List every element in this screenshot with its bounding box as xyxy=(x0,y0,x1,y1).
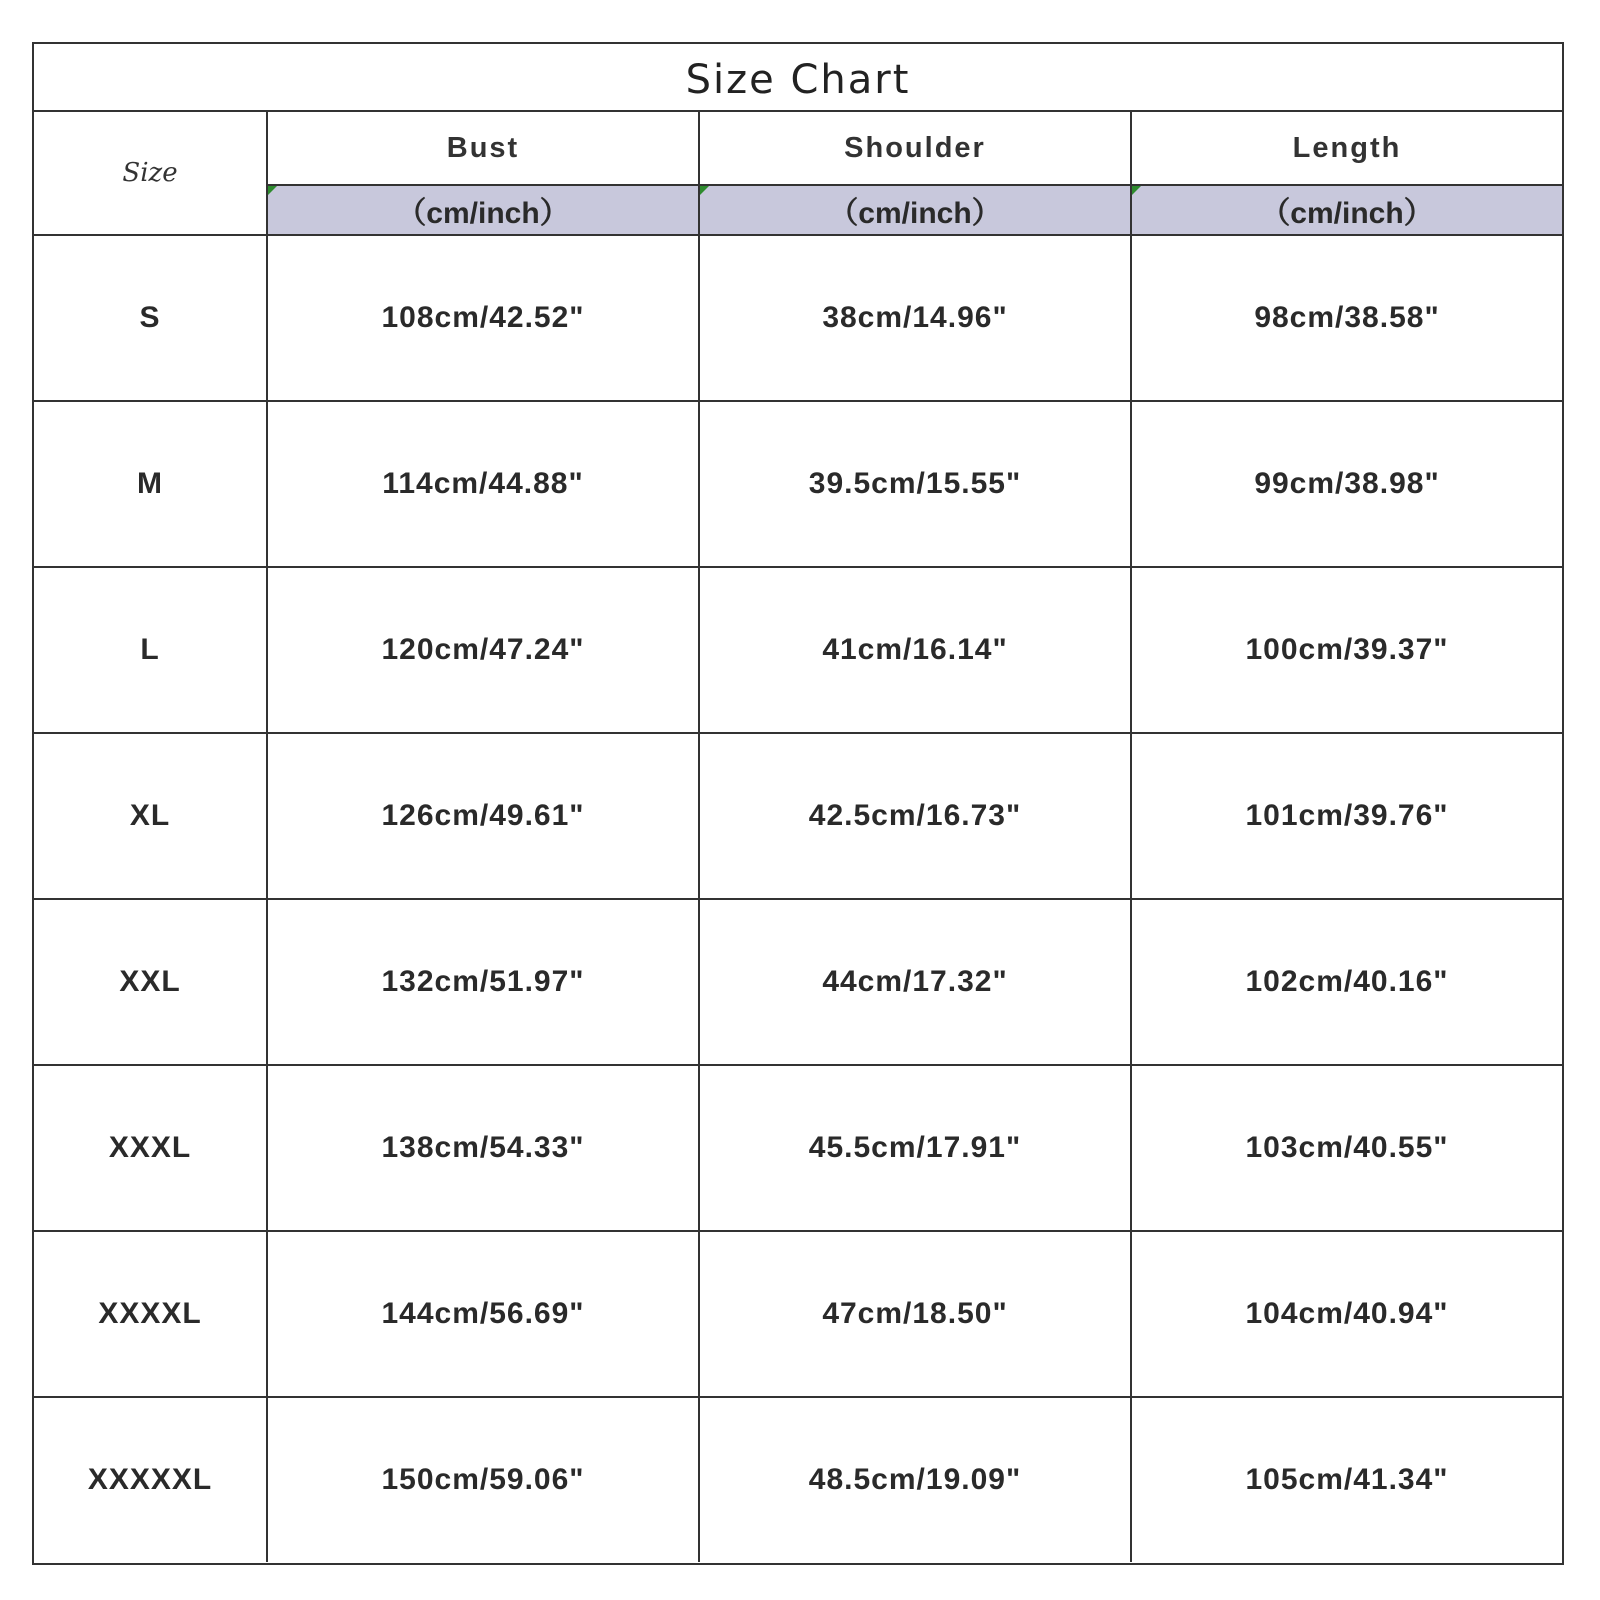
shoulder-cell: 47cm/18.50" xyxy=(700,1232,1132,1396)
table-row xyxy=(34,236,1562,402)
length-cell: 99cm/38.98" xyxy=(1254,467,1440,500)
size-cell: L xyxy=(34,568,268,732)
shoulder-cell: 42.5cm/16.73" xyxy=(700,734,1132,898)
size-cell: XXXXXL xyxy=(34,1398,268,1562)
shoulder-cell: 41cm/16.14" xyxy=(700,568,1132,732)
size-cell: XXXXL xyxy=(34,1232,268,1396)
bust-cell: 126cm/49.61" xyxy=(268,734,700,898)
corner-mark-icon xyxy=(700,186,709,195)
table-row xyxy=(34,734,1562,900)
bust-unit-label: （cm/inch） xyxy=(268,186,698,234)
bust-cell: 150cm/59.06" xyxy=(268,1398,700,1562)
length-cell: 101cm/39.76" xyxy=(1245,799,1449,832)
header-row xyxy=(34,112,1562,236)
length-header-label: Length xyxy=(1132,112,1562,186)
shoulder-header-label: Shoulder xyxy=(700,112,1130,186)
size-cell: XXL xyxy=(34,900,268,1064)
length-unit-label: （cm/inch） xyxy=(1132,186,1562,234)
length-cell: 103cm/40.55" xyxy=(1245,1131,1449,1164)
length-cell: 102cm/40.16" xyxy=(1245,965,1449,998)
corner-mark-icon xyxy=(268,186,277,195)
shoulder-cell: 38cm/14.96" xyxy=(700,236,1132,400)
title-row xyxy=(34,44,1562,112)
table-row xyxy=(34,1398,1562,1562)
bust-cell: 144cm/56.69" xyxy=(268,1232,700,1396)
bust-header-label: Bust xyxy=(268,112,698,186)
chart-title: Size Chart xyxy=(685,57,911,103)
table-row xyxy=(34,1066,1562,1232)
length-column-header xyxy=(1132,112,1562,234)
corner-mark-icon xyxy=(1132,186,1141,195)
size-cell: S xyxy=(34,236,268,400)
table-row xyxy=(34,402,1562,568)
bust-cell: 132cm/51.97" xyxy=(268,900,700,1064)
table-row xyxy=(34,1232,1562,1398)
size-cell: XXXL xyxy=(34,1066,268,1230)
length-cell: 104cm/40.94" xyxy=(1245,1297,1449,1330)
table-body xyxy=(34,236,1562,1562)
shoulder-cell: 44cm/17.32" xyxy=(700,900,1132,1064)
table-row xyxy=(34,568,1562,734)
bust-cell: 108cm/42.52" xyxy=(268,236,700,400)
shoulder-unit-label: （cm/inch） xyxy=(700,186,1130,234)
size-chart-table xyxy=(32,42,1564,1565)
length-cell: 105cm/41.34" xyxy=(1245,1463,1449,1496)
table-row xyxy=(34,900,1562,1066)
size-cell: XL xyxy=(34,734,268,898)
size-column-header xyxy=(34,112,268,234)
bust-column-header xyxy=(268,112,700,234)
shoulder-cell: 45.5cm/17.91" xyxy=(700,1066,1132,1230)
bust-cell: 120cm/47.24" xyxy=(268,568,700,732)
bust-cell: 138cm/54.33" xyxy=(268,1066,700,1230)
size-header-label: Size xyxy=(122,158,178,188)
shoulder-cell: 39.5cm/15.55" xyxy=(700,402,1132,566)
length-cell: 100cm/39.37" xyxy=(1245,633,1449,666)
bust-cell: 114cm/44.88" xyxy=(268,402,700,566)
shoulder-cell: 48.5cm/19.09" xyxy=(700,1398,1132,1562)
size-cell: M xyxy=(34,402,268,566)
length-cell: 98cm/38.58" xyxy=(1254,301,1440,334)
shoulder-column-header xyxy=(700,112,1132,234)
